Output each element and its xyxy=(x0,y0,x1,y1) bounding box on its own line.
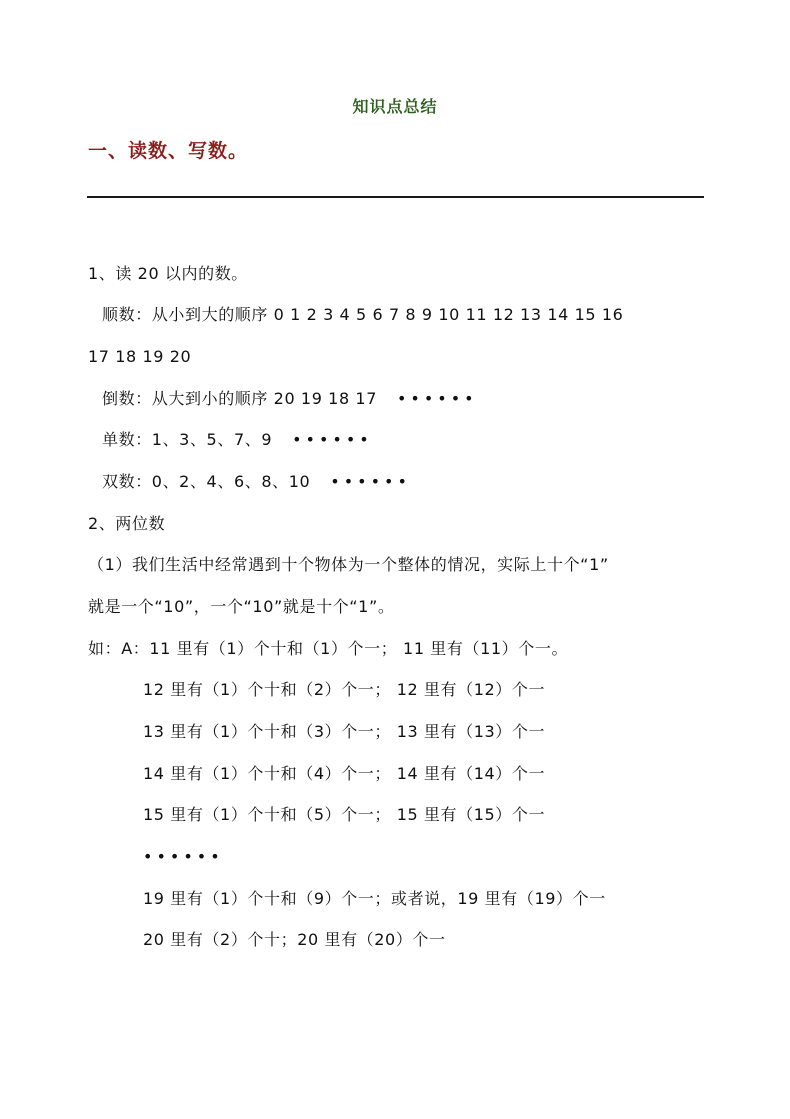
shunshu-line2: 17 18 19 20 xyxy=(88,347,192,366)
example-line: 20 里有（2）个十；20 里有（20）个一 xyxy=(143,930,446,949)
shunshu-line1: 顺数：从小到大的顺序 0 1 2 3 4 5 6 7 8 9 10 11 12 13 14 15 16 xyxy=(102,305,624,324)
horizontal-rule xyxy=(87,196,704,198)
example-ellipsis: •••••• xyxy=(143,847,224,866)
item2-title: 2、两位数 xyxy=(88,514,166,533)
item1-title: 1、读 20 以内的数。 xyxy=(88,264,248,283)
ellipsis-dots: •••••• xyxy=(330,472,411,491)
example-line: 15 里有（1）个十和（5）个一； 15 里有（15）个一 xyxy=(143,805,546,824)
shuangshu-text: 双数：0、2、4、6、8、10 xyxy=(102,472,311,491)
paragraph-line2: 就是一个“10”，一个“10”就是十个“1”。 xyxy=(88,597,395,616)
section-heading: 一、读数、写数。 xyxy=(88,140,249,162)
shuangshu-line xyxy=(102,471,411,493)
page-title: 知识点总结 xyxy=(352,97,438,116)
paragraph-line1: （1）我们生活中经常遇到十个物体为一个整体的情况，实际上十个“1” xyxy=(88,555,609,574)
ellipsis-dots: •••••• xyxy=(292,430,373,449)
daoshu-text: 倒数：从大到小的顺序 20 19 18 17 xyxy=(102,389,377,408)
danshu-text: 单数：1、3、5、7、9 xyxy=(102,430,273,449)
example-line: 13 里有（1）个十和（3）个一； 13 里有（13）个一 xyxy=(143,722,546,741)
daoshu-line xyxy=(102,388,478,410)
danshu-line xyxy=(102,429,373,451)
example-line: 14 里有（1）个十和（4）个一； 14 里有（14）个一 xyxy=(143,764,546,783)
example-line: 如：A：11 里有（1）个十和（1）个一； 11 里有（11）个一。 xyxy=(88,639,569,658)
ellipsis-dots: •••••• xyxy=(396,389,478,408)
example-line: 12 里有（1）个十和（2）个一； 12 里有（12）个一 xyxy=(143,680,546,699)
example-line: 19 里有（1）个十和（9）个一；或者说，19 里有（19）个一 xyxy=(143,889,606,908)
